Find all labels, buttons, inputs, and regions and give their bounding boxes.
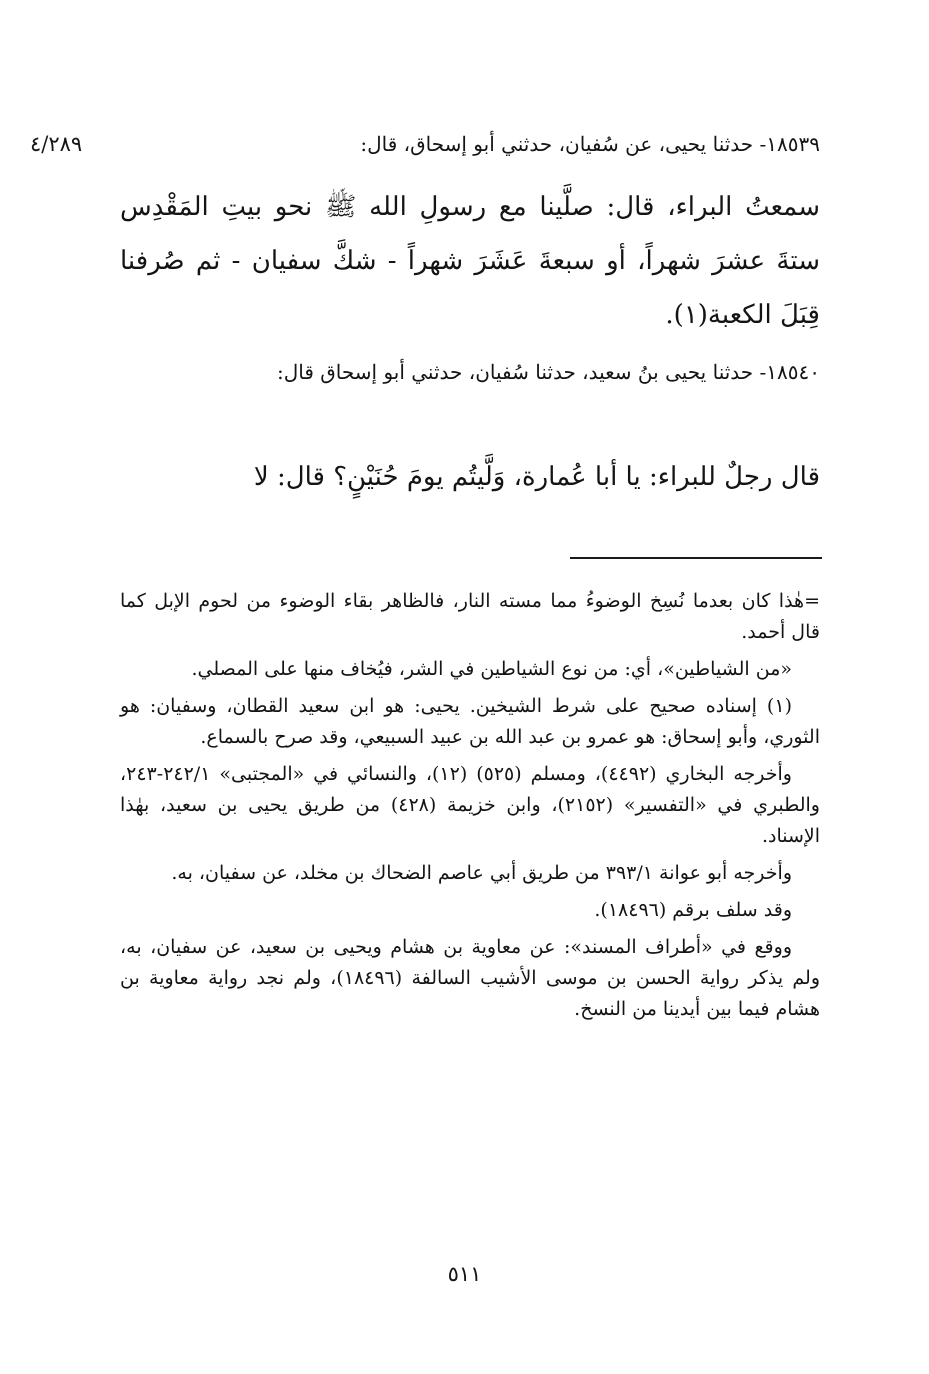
hadith-18540-text: قال رجلٌ للبراء: يا أبا عُمارة، وَلَّيتُم يومَ حُنَيْنٍ؟ قال: لا (253, 462, 820, 492)
footnotes (120, 586, 820, 1031)
hadith-18540-chain: ١٨٥٤٠- حدثنا يحيى بنُ سعيد، حدثنا سُفيان، حدثني أبو إسحاق قال: (276, 360, 820, 384)
hadith-18539-chain: ١٨٥٣٩- حدثنا يحيى، عن سُفيان، حدثني أبو إسحاق، قال: (360, 132, 820, 156)
footnote-paragraph: ووقع في «أطراف المسند»: عن معاوية بن هشام ويحيى بن سعيد، عن سفيان، به، ولم يذكر رواية الحسن بن موسى الأشيب السالفة (١٨٤٩٦)، ولم نجد رواية معاوية بن هشام فيما بين أيدينا من النسخ. (120, 936, 821, 1020)
footnote-paragraph: وقد سلف برقم (١٨٤٩٦). (594, 899, 792, 921)
footnote-continuation: =هٰذا كان بعدما نُسِخ الوضوءُ مما مسته النار، فالظاهر بقاء الوضوء من لحوم الإبل كما قال أحمد. (120, 590, 820, 643)
footnote-paragraph: «من الشياطين»، أي: من نوع الشياطين في الشر، فيُخاف منها على المصلي. (191, 658, 792, 680)
volume-page-reference: ٤/٢٨٩ (30, 132, 83, 156)
footnote-divider (570, 557, 822, 559)
footnote-paragraph: وأخرجه البخاري (٤٤٩٢)، ومسلم (٥٢٥) (١٢)، والنسائي في «المجتبى» ٢٤٢/١-٢٤٣، والطبري في «التفسير» (٢١٥٢)، وابن خزيمة (٤٢٨) من طريق يحيى بن سعيد، بهٰذا الإسناد. (120, 763, 820, 847)
footnote-1: (١) إسناده صحيح على شرط الشيخين. يحيى: هو ابن سعيد القطان، وسفيان: هو الثوري، وأبو إسحاق: هو عمرو بن عبد الله بن عبيد السبيعي، وقد صرح بالسماع. (120, 695, 820, 748)
footnote-paragraph: وأخرجه أبو عوانة ٣٩٣/١ من طريق أبي عاصم الضحاك بن مخلد، عن سفيان، به. (171, 862, 792, 884)
hadith-18539-text: سمعتُ البراء، قال: صلَّينا مع رسولِ الله ﷺ نحو بيتِ المَقْدِس ستةَ عشرَ شهراً، أو سبعةَ عَشَرَ شهراً - شكَّ سفيان - ثم صُرفنا قِبَلَ الكعبة(١). (120, 192, 820, 330)
page-number: ٥١١ (447, 1262, 482, 1286)
